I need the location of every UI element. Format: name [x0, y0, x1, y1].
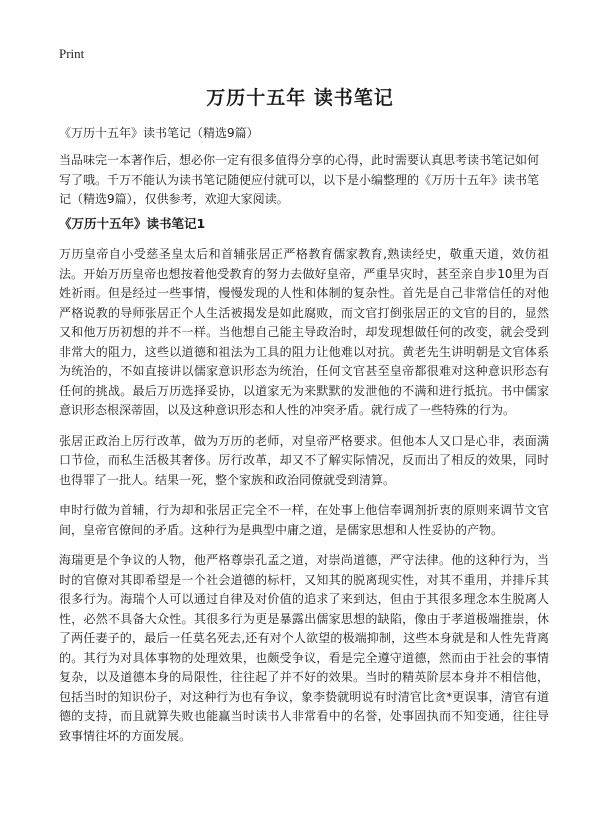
- page-subtitle: 《万历十五年》读书笔记（精选9篇）: [59, 126, 259, 140]
- body-paragraph: 海瑞更是个争议的人物，他严格尊崇孔孟之道，对崇尚道德，严守法律。他的这种行为，当时的官僚对其即希望是一个社会道德的标杆，又知其的脱离现实性，对其不重用，并排斥其很多行为。海瑞个人可以通过自律及对价值的追求了来到达，但由于其很多理念本生脱离人性，必然不具备大众性。其很多行为更是暴露出儒家思想的缺陷，像由于孝道极端推崇，休了两任妻子的，最后一任莫名死去,还有对个人欲望的极端抑制，这些本身就是和人性先背离的。其行为对具体事物的处理效果，也颇受争议，看是完全遵守道德，然而由于社会的事情复杂，以及道德本身的局限性，往往起了并不好的效果。当时的精英阶层本身并不相信他，包括当时的知识份子，对这种行为也有争议，象李贽就明说有时清官比贪*更误事，清官有道德的支持，而且就算失败也能赢当时读书人非常看中的名誉，处事固执而不知变通，往往导致事情往坏的方面发展。: [59, 553, 549, 743]
- section-heading: 《万历十五年》读书笔记1: [59, 216, 206, 231]
- body-paragraph: 张居正政治上厉行改革，做为万历的老师，对皇帝严格要求。但他本人又口是心非，表面满口节俭，而私生活极其奢侈。厉行改革，却又不了解实际情况，反而出了相反的效果，同时也得罪了一批人。结果一死，整个家族和政治同僚就受到清算。: [59, 433, 549, 487]
- page-title: 万历十五年 读书笔记: [206, 87, 394, 109]
- print-link[interactable]: Print: [59, 46, 85, 61]
- body-paragraph: 万历皇帝自小受慈圣皇太后和首辅张居正严格教育儒家教育,熟读经史，敬重天道，效仿祖法。开始万历皇帝也想按着他受教育的努力去做好皇帝，严重旱灾时，甚至亲自步10里为百姓祈雨。但是经过一些事情，慢慢发现的人性和体制的复杂性。首先是自己非常信任的对他严格说教的导师张居正个人生活被揭发是如此腐败，而文官打倒张居正的文官的目的，显然又和他万历初想的并不一样。当他想自己能主导政治时，却发现想做任何的改变，就会受到非常大的阻力，这些以道德和祖法为工具的阻力让他难以对抗。黄老先生讲明朝是文官体系为统治的，不如直接讲以儒家意识形态为统治，任何文官甚至皇帝都很难对这种意识形态有任何的挑战。最后万历选择妥协，以道家无为来默默的发泄他的不满和进行抵抗。书中儒家意识形态根深蒂固，以及这种意识形态和人性的冲突矛盾。就行成了一些特殊的行为。: [59, 247, 549, 417]
- article-body: [59, 245, 549, 757]
- intro-paragraph: 当品味完一本著作后，想必你一定有很多值得分享的心得，此时需要认真思考读书笔记如何写了哦。千万不能认为读书笔记随便应付就可以，以下是小编整理的《万历十五年》读书笔记（精选9篇），仅供参考，欢迎大家阅读。: [59, 153, 540, 206]
- body-paragraph: 申时行做为首辅，行为却和张居正完全不一样，在处事上他信奉调剂折衷的原则来调节文官间，皇帝官僚间的矛盾。这种行为是典型中庸之道，是儒家思想和人性妥协的产物。: [59, 503, 549, 537]
